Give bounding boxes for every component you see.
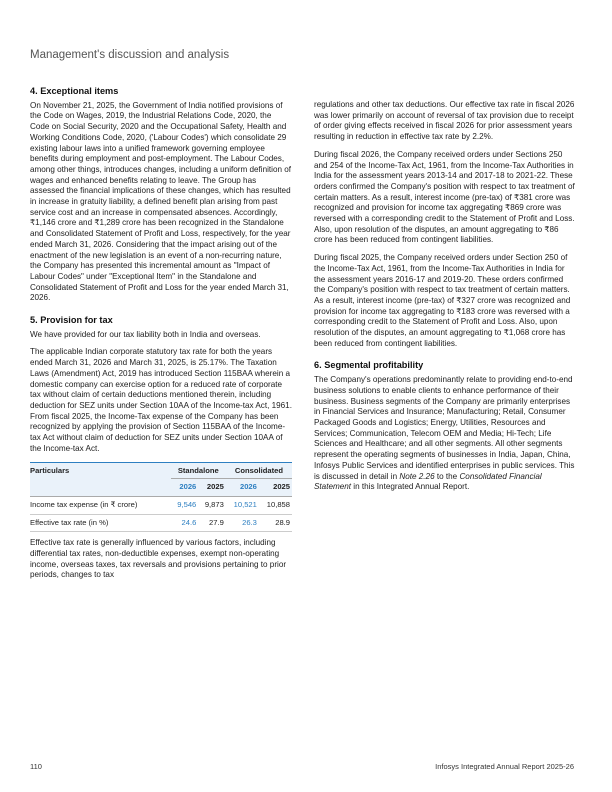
tax-factors-paragraph: Effective tax rate is generally influenced by various factors, including differential tax rates, non-deductible expenses, exempt non-operating income, overseas taxes, tax reversals and provisions pertaining to prior periods, changes to tax: [30, 538, 287, 580]
table-group-standalone: Standalone: [171, 462, 226, 479]
table-cell: 9,873: [198, 496, 226, 514]
table-cell: 10,521: [226, 496, 259, 514]
table-cell: 27.9: [198, 514, 226, 532]
fiscal-2025-orders-paragraph: During fiscal 2025, the Company received orders under Section 250 of the Income-Tax Act, 1961, from the Income-Tax Authorities in India for the assessment years 2016-17 and 2019-20. These orders confirmed the Company's position with respect to tax treatment of certain matters. As a result, interest income (pre-tax) of ₹327 crore was recognized and provision for income tax aggregating to ₹183 crore was reversed with a corresponding credit to the Statement of Profit and Loss. Also, upon resolution of the disputes, an amount aggregating to ₹1,068 crore has been reduced from contingent liabilities.: [314, 253, 571, 348]
table-cell: 10,858: [259, 496, 292, 514]
table-row-label: Effective tax rate (in %): [30, 514, 171, 532]
section-4-paragraph: On November 21, 2025, the Government of India notified provisions of the Code on Wages, 2019, the Industrial Relations Code, 2020, the Code on Social Security, 2020 and the Occupational Safety, Health and Working Conditions Code, 2020, ('Labour Codes') which consolidate 29 existing labour laws into a unified framework governing employee benefits during employment and post-employment. The Labour Codes, among other things, introduces changes, including a uniform definition of wages and enhanced benefits relating to leave. The Group has assessed the financial implications of these changes, which has resulted in increase in gratuity liability, a defined benefit plan arising from past service cost and an increase in compensated absences. Accordingly, ₹1,146 crore and ₹1,289 crore has been recognized in the Standalone and Consolidated Statement of Profit and Loss, respectively, for the year ended March 31, 2026. Considering that the impact arising out of the enactment of the new legislation is an event of a non-recurring nature, the Company has presented this incremental amount as "Impact of Labour Codes" under "Exceptional Item" in the Standalone and Consolidated Statement of Profit and Loss for the year ended March 31, 2026.: [30, 100, 292, 303]
section-6-text: in this Integrated Annual Report.: [351, 482, 470, 492]
table-year: 2025: [198, 479, 226, 497]
table-year: 2026: [171, 479, 199, 497]
tax-table: [30, 462, 292, 533]
fiscal-2026-orders-paragraph: During fiscal 2026, the Company received orders under Sections 250 and 254 of the Income-Tax Act, 1961, from the Income-Tax Authorities in India for the assessment years 2013-14 and 2017-18 to 2021-22. These orders confirmed the Company's position with respect to tax treatment of certain matters. As a result, interest income (pre-tax) of ₹381 crore was recognized and provision for income tax aggregating ₹869 crore was reversed with a corresponding credit to the Statement of Profit and Loss. Also, upon resolution of the disputes, an amount aggregating to ₹86 crore has been reduced from contingent liabilities.: [314, 149, 575, 245]
table-group-consolidated: Consolidated: [226, 462, 292, 479]
table-cell: 24.6: [171, 514, 199, 532]
section-6-heading: 6. Segmental profitability: [314, 360, 424, 371]
table-row: [30, 496, 292, 514]
table-cell: 26.3: [226, 514, 259, 532]
section-6-paragraph: [314, 375, 576, 493]
section-4-heading: 4. Exceptional items: [30, 86, 119, 96]
table-year: 2025: [259, 479, 292, 497]
table-col-particulars: Particulars: [30, 462, 171, 479]
page-number: 110: [30, 762, 42, 771]
section-header: Management's discussion and analysis: [30, 49, 230, 61]
note-reference: Note 2.26: [399, 471, 435, 481]
table-row: [30, 514, 292, 532]
tax-rate-paragraph: regulations and other tax deductions. Our effective tax rate in fiscal 2026 was lower primarily on account of reversal of tax provision due to receipt of order giving effects received in fiscal 2026 for prior assessment years resulting in reduction in effective tax rate by 2.2%.: [314, 100, 575, 142]
table-cell: 28.9: [259, 514, 292, 532]
right-column: [314, 100, 576, 500]
left-column: [30, 86, 292, 588]
section-6-text: The Company's operations predominantly relate to providing end-to-end business solutions to enable clients to enhance performance of their business. Business segments of the Company are primarily enterprises in Financial Services and Insurance; Manufacturing; Retail, Consumer Packaged Goods and Logistics; Energy, Utilities, Resources and Services; Communication, Telecom OEM and Media; Hi-Tech; Life Sciences and Healthcare; and all other segments. All other segments represent the operating segments of businesses in India, Japan, China, Infosys Public Services and identified enterprises in public services. This is discussed in detail in: [314, 375, 575, 481]
section-5-heading: 5. Provision for tax: [30, 315, 113, 326]
financial-statement-reference: Consolidated Financial Statement: [314, 471, 542, 492]
section-6-text: to the: [434, 471, 460, 481]
section-5-paragraph-2: The applicable Indian corporate statutory tax rate for both the years ended March 31, 2026 and March 31, 2025, is 25.17%. The Taxation Laws (Amendment) Act, 2019 has introduced Section 115BAA wherein a domestic company can exercise option for a reduced rate of corporate tax without claim of certain deductions mentioned therein, including deduction for SEZ units under Section 10AA of the Income-tax Act, 1961. From fiscal 2025, the Income-Tax expense of the Company has been recognized by applying the provision of Section 115BAA of the Income-tax Act without claim of deduction for SEZ units under Section 10AA of the Income-tax Act.: [30, 347, 292, 453]
section-5-paragraph-1: We have provided for our tax liability both in India and overseas.: [30, 329, 261, 339]
table-year: 2026: [226, 479, 259, 497]
report-title: Infosys Integrated Annual Report 2025-26: [435, 762, 574, 771]
table-row-label: Income tax expense (in ₹ crore): [30, 496, 171, 514]
table-cell: 9,546: [171, 496, 199, 514]
